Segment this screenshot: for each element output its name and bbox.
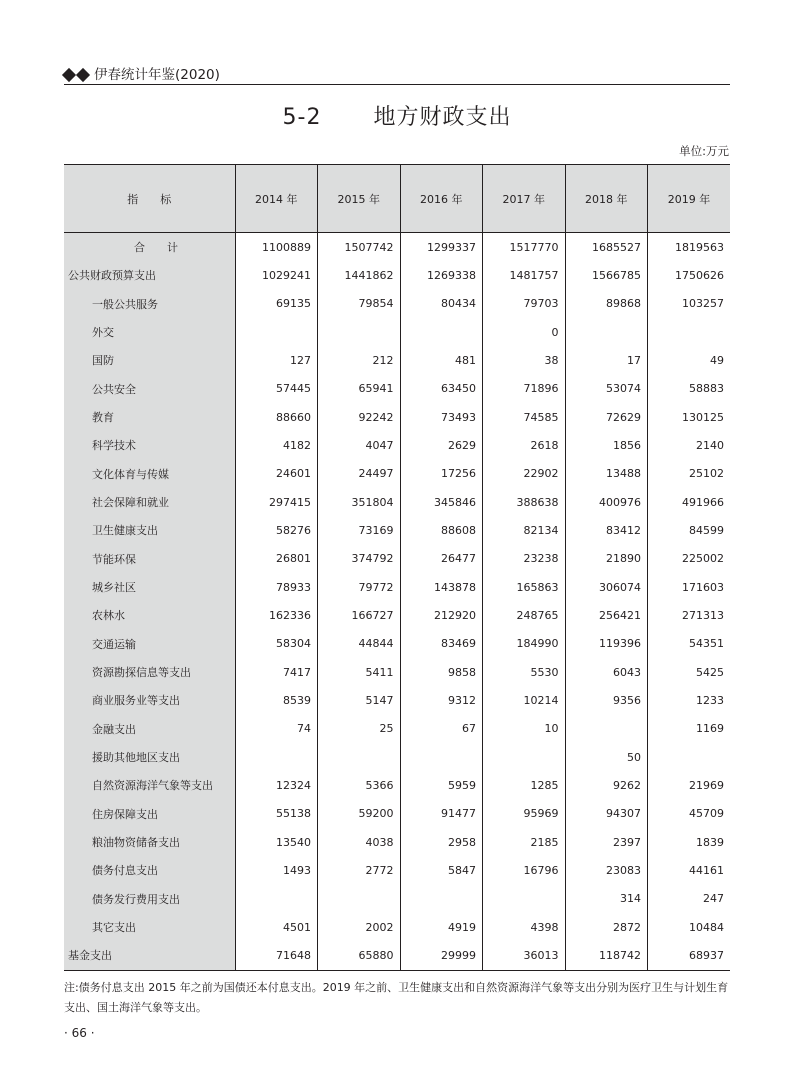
table-cell: 1481757 [483,261,566,289]
table-cell: 271313 [648,601,731,629]
table-cell: 22902 [483,460,566,488]
table-cell: 21890 [565,545,648,573]
table-cell: 4182 [235,431,318,459]
table-cell [565,715,648,743]
column-header-year: 2015 年 [318,165,401,233]
table-cell: 2872 [565,913,648,941]
table-cell: 2185 [483,828,566,856]
table-cell: 9262 [565,771,648,799]
row-label: 教育 [64,403,235,431]
table-cell: 69135 [235,290,318,318]
table-cell: 23083 [565,856,648,884]
running-header [64,62,730,85]
table-cell: 50 [565,743,648,771]
table-cell: 4038 [318,828,401,856]
table-cell [400,318,483,346]
table-cell [318,885,401,913]
row-label: 一般公共服务 [64,290,235,318]
table-cell: 54351 [648,630,731,658]
table-cell: 58276 [235,516,318,544]
table-cell: 9312 [400,686,483,714]
table-cell: 1100889 [235,233,318,262]
table-cell: 2958 [400,828,483,856]
table-cell: 1856 [565,431,648,459]
table-cell: 225002 [648,545,731,573]
expenditure-table [64,164,730,971]
table-cell: 1685527 [565,233,648,262]
row-label: 卫生健康支出 [64,516,235,544]
table-row [64,573,730,601]
table-cell: 5425 [648,658,731,686]
table-row [64,318,730,346]
table-body [64,233,730,971]
table-cell: 4398 [483,913,566,941]
column-header-year: 2014 年 [235,165,318,233]
table-cell: 92242 [318,403,401,431]
table-cell [565,318,648,346]
table-cell: 388638 [483,488,566,516]
table-row [64,516,730,544]
table-cell: 212 [318,346,401,374]
table-row [64,743,730,771]
table-cell: 59200 [318,800,401,828]
table-cell: 1029241 [235,261,318,289]
table-row [64,375,730,403]
table-row [64,856,730,884]
table-cell: 89868 [565,290,648,318]
table-cell: 256421 [565,601,648,629]
table-row [64,431,730,459]
table-row [64,715,730,743]
table-cell: 23238 [483,545,566,573]
table-cell: 248765 [483,601,566,629]
table-cell: 5959 [400,771,483,799]
table-cell: 83469 [400,630,483,658]
row-label: 基金支出 [64,941,235,970]
table-cell: 1233 [648,686,731,714]
table-cell: 5847 [400,856,483,884]
table-cell: 84599 [648,516,731,544]
table-cell: 345846 [400,488,483,516]
table-cell: 17256 [400,460,483,488]
table-cell: 103257 [648,290,731,318]
table-cell: 44161 [648,856,731,884]
table-row [64,658,730,686]
table-cell: 26801 [235,545,318,573]
table-cell: 400976 [565,488,648,516]
table-cell: 17 [565,346,648,374]
table-cell: 1517770 [483,233,566,262]
table-cell: 351804 [318,488,401,516]
table-cell: 1169 [648,715,731,743]
table-cell: 38 [483,346,566,374]
table-row [64,233,730,262]
table-cell: 0 [483,318,566,346]
table-cell: 306074 [565,573,648,601]
table-cell: 4919 [400,913,483,941]
row-label: 交通运输 [64,630,235,658]
table-cell: 1299337 [400,233,483,262]
column-header-year: 2016 年 [400,165,483,233]
table-cell: 8539 [235,686,318,714]
table-cell: 119396 [565,630,648,658]
table-row [64,488,730,516]
table-row [64,290,730,318]
row-label: 公共财政预算支出 [64,261,235,289]
table-cell: 71648 [235,941,318,970]
table-cell: 49 [648,346,731,374]
table-row [64,460,730,488]
table-row [64,261,730,289]
table-cell: 5530 [483,658,566,686]
table-row [64,686,730,714]
table-cell: 374792 [318,545,401,573]
table-row [64,941,730,970]
table-cell: 162336 [235,601,318,629]
table-cell: 5366 [318,771,401,799]
table-cell: 25102 [648,460,731,488]
table-cell [483,885,566,913]
table-cell: 88660 [235,403,318,431]
row-label: 文化体育与传媒 [64,460,235,488]
table-cell: 5147 [318,686,401,714]
table-cell: 6043 [565,658,648,686]
table-cell: 79703 [483,290,566,318]
table-row [64,800,730,828]
table-cell: 24601 [235,460,318,488]
column-header-year: 2017 年 [483,165,566,233]
table-cell: 63450 [400,375,483,403]
table-row [64,885,730,913]
row-label: 自然资源海洋气象等支出 [64,771,235,799]
table-cell: 29999 [400,941,483,970]
table-cell: 36013 [483,941,566,970]
table-cell: 166727 [318,601,401,629]
row-label: 城乡社区 [64,573,235,601]
table-cell: 74585 [483,403,566,431]
table-cell: 16796 [483,856,566,884]
table-cell [235,743,318,771]
table-cell: 65941 [318,375,401,403]
table-cell: 82134 [483,516,566,544]
table-cell: 9858 [400,658,483,686]
table-cell: 2397 [565,828,648,856]
table-cell: 73169 [318,516,401,544]
table-cell: 53074 [565,375,648,403]
table-cell: 72629 [565,403,648,431]
table-number: 5-2 [282,105,322,130]
table-cell: 2629 [400,431,483,459]
table-row [64,828,730,856]
table-cell: 94307 [565,800,648,828]
table-cell: 1285 [483,771,566,799]
row-label: 社会保障和就业 [64,488,235,516]
diamond-bullet-icon [64,65,92,81]
table-cell: 67 [400,715,483,743]
table-cell: 491966 [648,488,731,516]
table-cell: 1493 [235,856,318,884]
table-cell: 79772 [318,573,401,601]
table-cell: 74 [235,715,318,743]
table-cell: 130125 [648,403,731,431]
page-title [0,100,794,131]
table-row [64,771,730,799]
table-cell: 68937 [648,941,731,970]
table-cell: 314 [565,885,648,913]
row-label: 节能环保 [64,545,235,573]
table-cell: 297415 [235,488,318,516]
table-cell: 78933 [235,573,318,601]
table-cell: 13540 [235,828,318,856]
table-cell: 25 [318,715,401,743]
table-cell: 12324 [235,771,318,799]
table-cell: 13488 [565,460,648,488]
row-label: 外交 [64,318,235,346]
row-label: 科学技术 [64,431,235,459]
table-cell: 45709 [648,800,731,828]
table-row [64,630,730,658]
row-label: 公共安全 [64,375,235,403]
row-label: 国防 [64,346,235,374]
table-row [64,545,730,573]
row-label: 资源勘探信息等支出 [64,658,235,686]
book-title: 伊春统计年鉴(2020) [94,67,220,83]
column-header-year: 2019 年 [648,165,731,233]
table-cell: 118742 [565,941,648,970]
table-row [64,403,730,431]
table-row [64,346,730,374]
table-cell [648,318,731,346]
table-cell: 24497 [318,460,401,488]
table-cell: 5411 [318,658,401,686]
row-label: 债务付息支出 [64,856,235,884]
table-cell: 10214 [483,686,566,714]
table-cell: 4047 [318,431,401,459]
table-cell: 58304 [235,630,318,658]
table-footnote: 注:债务付息支出 2015 年之前为国债还本付息支出。2019 年之前、卫生健康支出和自然资源海洋气象等支出分别为医疗卫生与计划生育支出、国土海洋气象等支出。 [64,981,729,1014]
unit-label: 单位:万元 [679,144,729,158]
table-cell: 2140 [648,431,731,459]
table-cell: 1566785 [565,261,648,289]
row-label: 债务发行费用支出 [64,885,235,913]
table-cell: 2618 [483,431,566,459]
table-cell: 1819563 [648,233,731,262]
row-label: 合 计 [64,233,235,262]
table-title: 地方财政支出 [373,105,512,130]
column-header-indicator: 指 标 [64,165,235,233]
table-cell: 143878 [400,573,483,601]
row-label: 金融支出 [64,715,235,743]
table-cell: 58883 [648,375,731,403]
table-cell: 44844 [318,630,401,658]
table-cell: 83412 [565,516,648,544]
table-cell [648,743,731,771]
table-cell: 171603 [648,573,731,601]
table-cell: 212920 [400,601,483,629]
table-row [64,601,730,629]
row-label: 商业服务业等支出 [64,686,235,714]
table-cell: 165863 [483,573,566,601]
table-cell [400,743,483,771]
row-label: 粮油物资储备支出 [64,828,235,856]
table-cell: 79854 [318,290,401,318]
table-cell: 65880 [318,941,401,970]
table-cell: 26477 [400,545,483,573]
table-cell: 1269338 [400,261,483,289]
table-cell: 10484 [648,913,731,941]
table-cell: 80434 [400,290,483,318]
table-cell: 71896 [483,375,566,403]
table-header-row [64,165,730,233]
row-label: 援助其他地区支出 [64,743,235,771]
table-cell [235,318,318,346]
table-cell [483,743,566,771]
table-cell [318,743,401,771]
row-label: 住房保障支出 [64,800,235,828]
table-cell: 1441862 [318,261,401,289]
table-cell: 73493 [400,403,483,431]
table-cell: 1839 [648,828,731,856]
table-cell: 2772 [318,856,401,884]
table-cell: 21969 [648,771,731,799]
table-cell: 127 [235,346,318,374]
table-cell: 184990 [483,630,566,658]
table-cell: 95969 [483,800,566,828]
page-number: · 66 · [64,1026,95,1040]
table-cell: 1507742 [318,233,401,262]
table-cell: 4501 [235,913,318,941]
table-cell: 7417 [235,658,318,686]
table-cell: 55138 [235,800,318,828]
table-row [64,913,730,941]
table-cell: 9356 [565,686,648,714]
column-header-year: 2018 年 [565,165,648,233]
table-cell: 57445 [235,375,318,403]
row-label: 其它支出 [64,913,235,941]
table-cell [318,318,401,346]
table-cell: 88608 [400,516,483,544]
table-cell: 10 [483,715,566,743]
table-cell [235,885,318,913]
table-cell [400,885,483,913]
table-cell: 2002 [318,913,401,941]
table-cell: 1750626 [648,261,731,289]
table-cell: 91477 [400,800,483,828]
table-cell: 481 [400,346,483,374]
row-label: 农林水 [64,601,235,629]
table-cell: 247 [648,885,731,913]
